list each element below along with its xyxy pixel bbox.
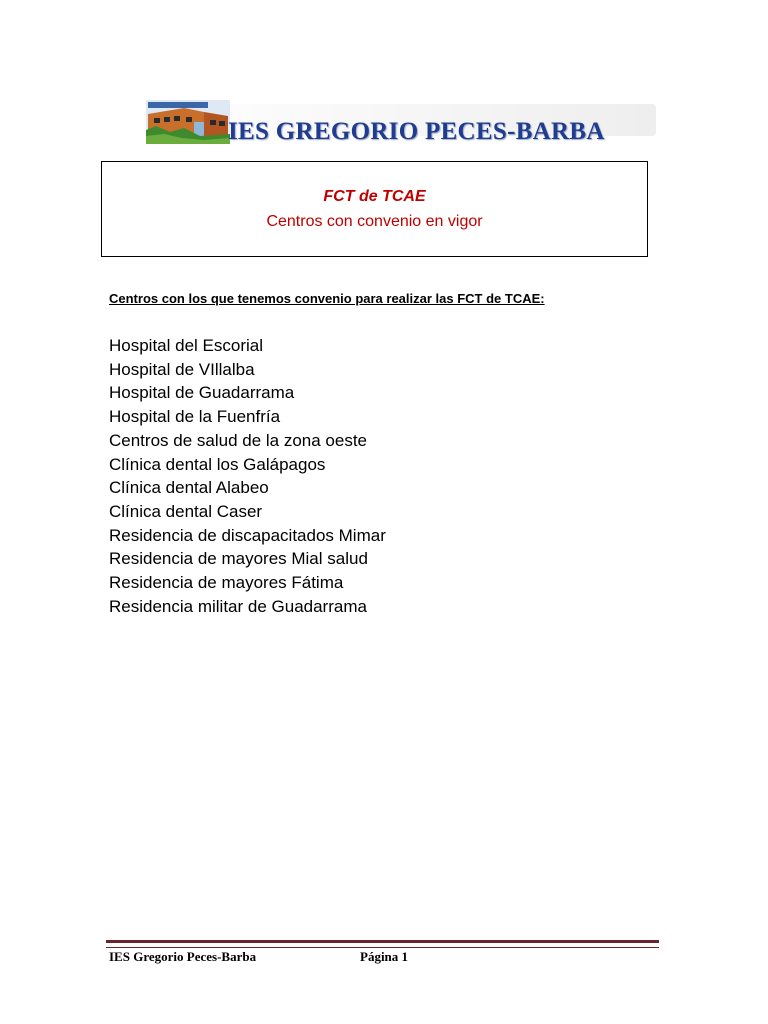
centers-list	[109, 334, 386, 618]
list-item: Hospital de VIllalba	[109, 359, 255, 379]
list-item: Clínica dental Caser	[109, 501, 263, 521]
list-item: Hospital de Guadarrama	[109, 383, 295, 403]
list-item: Centros de salud de la zona oeste	[109, 430, 368, 450]
footer-page-number: Página 1	[360, 949, 409, 964]
list-item: Hospital de la Fuenfría	[109, 407, 281, 427]
list-item: Residencia de discapacitados Mimar	[109, 525, 386, 545]
document-title: FCT de TCAE	[323, 188, 426, 205]
list-item: Residencia de mayores Fátima	[109, 573, 344, 593]
list-item: Hospital del Escorial	[109, 336, 264, 355]
list-item: Clínica dental Alabeo	[109, 478, 269, 498]
header-banner	[140, 84, 656, 150]
list-item: Residencia de mayores Mial salud	[109, 549, 368, 569]
footer-rule	[106, 940, 659, 948]
banner-title: IES GREGORIO PECES-BARBA	[228, 118, 605, 145]
list-item: Residencia militar de Guadarrama	[109, 596, 367, 616]
school-building-logo-icon	[144, 98, 232, 146]
title-box	[101, 161, 648, 257]
section-heading: Centros con los que tenemos convenio para realizar las FCT de TCAE:	[109, 291, 545, 306]
footer-school-name: IES Gregorio Peces-Barba	[109, 949, 257, 964]
document-subtitle: Centros con convenio en vigor	[266, 213, 483, 230]
list-item: Clínica dental los Galápagos	[109, 454, 326, 474]
